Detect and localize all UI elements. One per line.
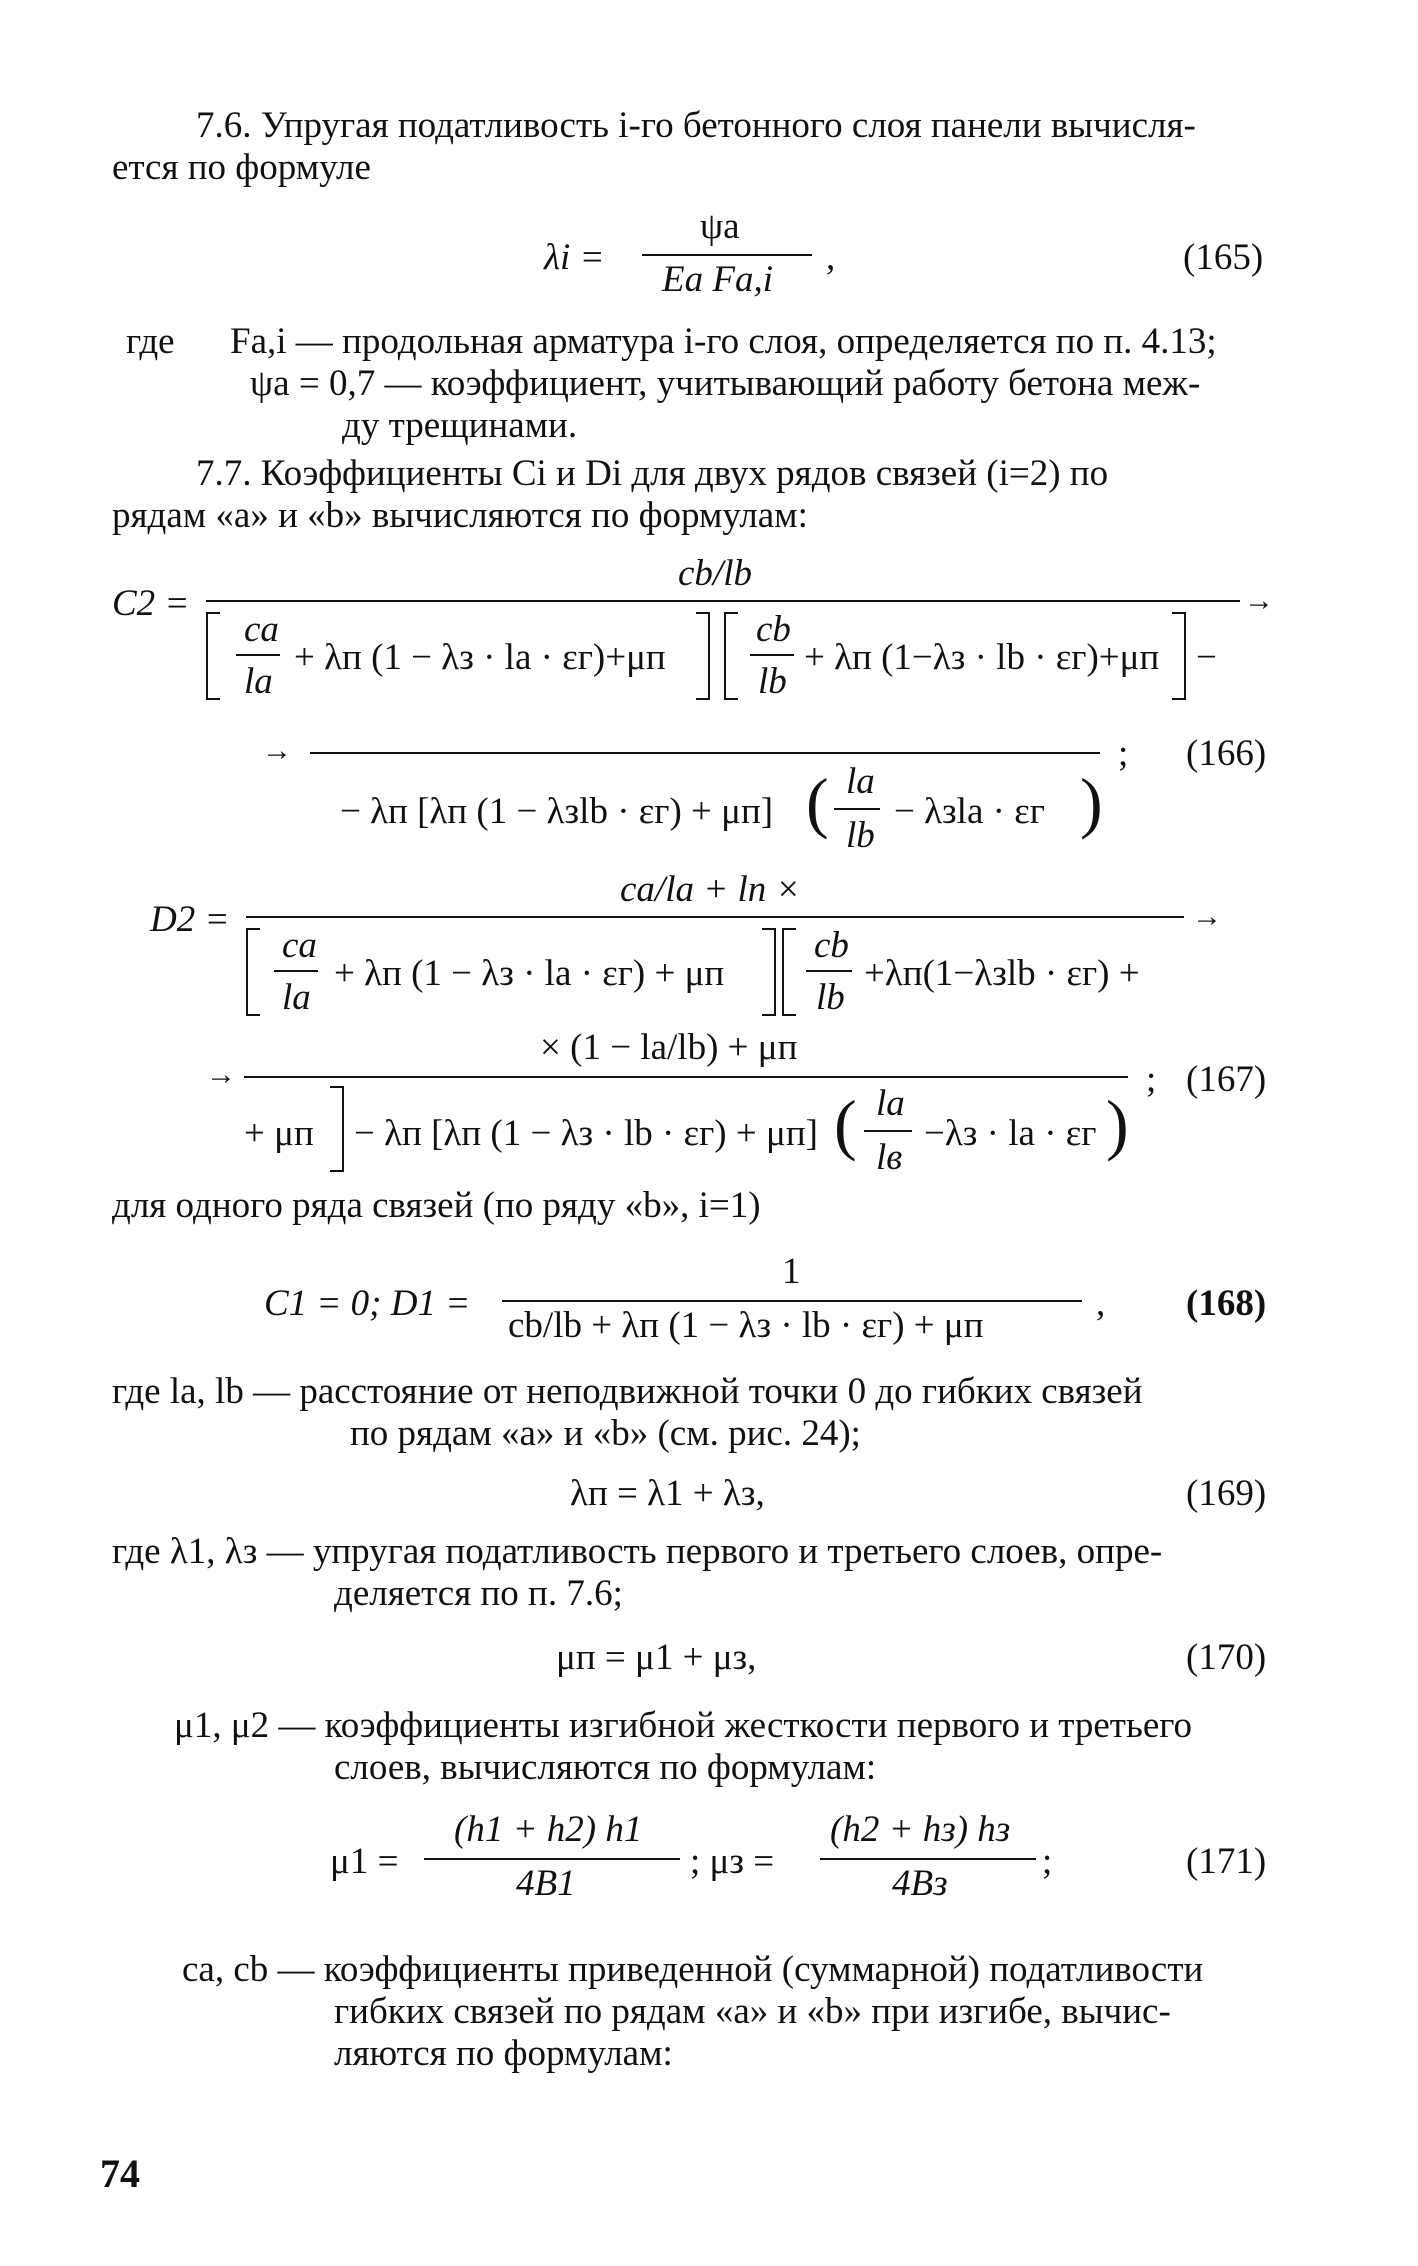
- eq171-lhs1: μ1 =: [330, 1841, 399, 1882]
- eq166-ca-la-bar: [236, 654, 280, 656]
- where-la-lb-line1: где la, lb — расстояние от неподвижной точки 0 до гибких связей: [112, 1371, 1143, 1412]
- eq166-bracket-b-left: [724, 612, 738, 700]
- eq171-numerator1: (h1 + h2) h1: [454, 1809, 643, 1850]
- eq166-lb: lb: [758, 661, 787, 702]
- eq166-number: (166): [1186, 733, 1267, 774]
- eq170-formula: μп = μ1 + μз,: [556, 1637, 757, 1678]
- eq167-number: (167): [1186, 1059, 1267, 1100]
- eq167-numerator: ca/la + lп ×: [620, 869, 801, 910]
- c-desc-line1: ca, cb — коэффициенты приведенной (суммарной) податливости: [182, 1949, 1204, 1990]
- eq167-cont-lv: lв: [876, 1137, 903, 1178]
- eq167-cont-numerator: × (1 − la/lb) + μп: [540, 1027, 798, 1068]
- where-fai: Fa,i — продольная арматура i-го слоя, определяется по п. 4.13;: [230, 321, 1217, 362]
- eq169-number: (169): [1186, 1473, 1267, 1514]
- c-desc-line2: гибких связей по рядам «a» и «b» при изгибе, вычис-: [334, 1991, 1171, 2032]
- eq167-cont-la-lv-bar: [864, 1130, 912, 1132]
- eq167-bracket-b-right: [330, 1086, 344, 1172]
- eq166-numerator: cb/lb: [678, 553, 752, 594]
- eq167-bracket-a-left: [246, 928, 260, 1016]
- eq171-fraction-bar1: [424, 1858, 680, 1860]
- eq167-ca: ca: [282, 925, 317, 966]
- eq167-bracket-b-left: [782, 928, 796, 1016]
- eq171-numerator2: (h2 + hз) hз: [830, 1809, 1011, 1850]
- eq166-cont-lb: lb: [846, 815, 875, 856]
- where-psi-line2: ду трещинами.: [342, 405, 578, 446]
- eq167-semicolon: ;: [1146, 1059, 1157, 1100]
- eq170-number: (170): [1186, 1637, 1267, 1678]
- eq166-bracket-a-right: [696, 612, 710, 700]
- eq166-right-paren-icon: ): [1080, 764, 1103, 840]
- eq168-comma: ,: [1096, 1283, 1106, 1324]
- eq167-right-paren-icon: ): [1106, 1086, 1129, 1162]
- eq171-semicolon: ;: [1042, 1841, 1053, 1882]
- eq168-number: (168): [1186, 1283, 1267, 1324]
- eq167-den-a-rest: + λп (1 − λз · la · εг) + μп: [334, 953, 725, 994]
- eq166-cb: cb: [756, 609, 791, 650]
- eq166-left-paren-icon: (: [806, 764, 829, 840]
- eq167-den-b-rest: +λп(1−λзlb · εг) +: [864, 953, 1140, 994]
- eq167-cont-rest: −λз · la · εг: [924, 1113, 1097, 1154]
- eq168-numerator: 1: [782, 1251, 801, 1292]
- eq166-bracket-a-left: [206, 612, 220, 700]
- eq166-semicolon: ;: [1118, 733, 1129, 774]
- eq165-denominator: Ea Fa,i: [662, 259, 773, 300]
- eq167-lb: lb: [816, 977, 845, 1018]
- where-lambda-line1: где λ1, λз — упругая податливость первого и третьего слоев, опре-: [112, 1531, 1163, 1572]
- eq167-continuation-bar: [244, 1076, 1128, 1078]
- eq168-denominator: cb/lb + λп (1 − λз · lb · εг) + μп: [508, 1305, 984, 1346]
- paragraph-7-6-line1: 7.6. Упругая податливость i-го бетонного слоя панели вычисля-: [196, 105, 1196, 146]
- eq166-cb-lb-bar: [750, 654, 794, 656]
- mu-desc-line1: μ1, μ2 — коэффициенты изгибной жесткости первого и третьего: [174, 1705, 1193, 1746]
- eq165-fraction-bar: [642, 254, 812, 256]
- eq167-cb: cb: [814, 925, 849, 966]
- eq166-cont-denominator: − λп [λп (1 − λзlb · εг) + μп]: [340, 791, 774, 832]
- paragraph-7-7-line1: 7.7. Коэффициенты Ci и Di для двух рядов связей (i=2) по: [196, 453, 1109, 494]
- eq165-lhs: λi =: [544, 237, 605, 278]
- page-number: 74: [100, 2151, 140, 2196]
- eq171-denominator1: 4B1: [516, 1863, 576, 1904]
- eq167-lhs: D2 =: [150, 899, 230, 940]
- eq167-cont-den-b: − λп [λп (1 − λз · lb · εг) + μп]: [354, 1113, 818, 1154]
- eq166-cont-la-lb-bar: [834, 808, 880, 810]
- eq171-separator: ; μз =: [690, 1841, 775, 1882]
- eq171-number: (171): [1186, 1841, 1267, 1882]
- eq166-cont-rest: − λзla · εг: [894, 791, 1045, 832]
- where-la-lb-line2: по рядам «a» и «b» (см. рис. 24);: [350, 1413, 861, 1454]
- eq167-la: la: [282, 977, 311, 1018]
- eq166-fraction-bar: [206, 600, 1240, 602]
- eq167-fraction-bar: [246, 916, 1184, 918]
- eq166-arrow-in-icon: →: [262, 734, 292, 767]
- eq167-arrow-in-icon: →: [206, 1058, 236, 1091]
- eq166-cont-la: la: [846, 761, 875, 802]
- eq165-comma: ,: [826, 237, 836, 278]
- eq166-la: la: [244, 661, 273, 702]
- one-row-text: для одного ряда связей (по ряду «b», i=1): [112, 1185, 761, 1226]
- eq167-ca-la-bar: [274, 970, 318, 972]
- paragraph-7-7-line2: рядам «a» и «b» вычисляются по формулам:: [112, 495, 808, 536]
- eq167-cb-lb-bar: [806, 970, 852, 972]
- eq167-continue-arrow-icon: →: [1192, 900, 1222, 933]
- eq168-lhs: C1 = 0; D1 =: [264, 1283, 471, 1324]
- c-desc-line3: ляются по формулам:: [334, 2033, 673, 2074]
- eq171-fraction-bar2: [820, 1858, 1036, 1860]
- eq166-continuation-bar: [310, 752, 1100, 754]
- eq167-left-paren-icon: (: [834, 1086, 857, 1162]
- eq166-lhs: C2 =: [112, 583, 190, 624]
- mu-desc-line2: слоев, вычисляются по формулам:: [334, 1747, 877, 1788]
- eq169-formula: λп = λ1 + λз,: [570, 1473, 765, 1514]
- eq166-bracket-b-right: [1172, 612, 1186, 700]
- where-lambda-line2: деляется по п. 7.6;: [334, 1573, 623, 1614]
- eq166-den-b-rest: + λп (1−λз · lb · εг)+μп: [804, 637, 1160, 678]
- eq166-continue-arrow-icon: →: [1244, 584, 1274, 617]
- eq166-trailing-minus: −: [1196, 637, 1217, 678]
- eq165-number: (165): [1183, 237, 1264, 278]
- eq167-bracket-a-right: [762, 928, 776, 1016]
- eq167-cont-la: la: [876, 1083, 905, 1124]
- eq166-ca: ca: [244, 609, 279, 650]
- where-label: где: [126, 321, 175, 362]
- where-psi-line1: ψa = 0,7 — коэффициент, учитывающий работу бетона меж-: [250, 363, 1201, 404]
- eq168-fraction-bar: [502, 1300, 1082, 1302]
- eq165-numerator: ψa: [700, 206, 740, 247]
- eq166-den-a-rest: + λп (1 − λз · la · εг)+μп: [294, 637, 666, 678]
- paragraph-7-6-line2: ется по формуле: [112, 147, 371, 188]
- eq167-cont-den-a: + μп: [244, 1113, 314, 1154]
- eq171-denominator2: 4Bз: [892, 1863, 948, 1904]
